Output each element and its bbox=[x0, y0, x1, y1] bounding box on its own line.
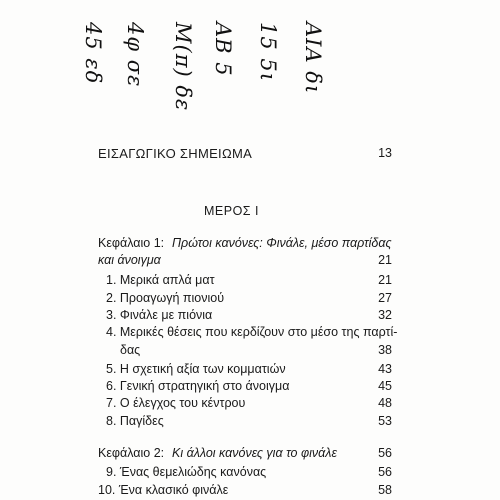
toc-item: 3. Φινάλε με πιόνια bbox=[106, 308, 213, 322]
toc-item: 10. Ένα κλασικό φινάλε bbox=[98, 483, 229, 497]
handwritten-notes bbox=[81, 2, 355, 122]
toc-item: 2. Προαγωγή πιονιού bbox=[106, 291, 225, 305]
toc-item: 6. Γενική στρατηγική στο άνοιγμα bbox=[106, 379, 290, 393]
chapter-2-page: 56 bbox=[378, 446, 392, 460]
chapter-1-title: Πρώτοι κανόνες: Φινάλε, μέσο παρτίδας bbox=[172, 236, 392, 250]
toc-item: 7. Ο έλεγχος του κέντρου bbox=[106, 396, 246, 410]
handwritten-note: 15 5ι bbox=[256, 22, 280, 82]
handwritten-note: 4φ σε bbox=[123, 22, 147, 88]
chapter-1-title-cont: και άνοιγμα bbox=[98, 253, 161, 267]
chapter-1-page: 21 bbox=[378, 253, 392, 267]
toc-item-page: 45 bbox=[378, 379, 392, 393]
toc-item-page: 48 bbox=[378, 396, 392, 410]
intro-page: 13 bbox=[378, 146, 392, 160]
handwritten-note: ΑΒ 5 bbox=[211, 22, 235, 77]
toc-item-page: 21 bbox=[378, 273, 392, 287]
chapter-2-title: Κι άλλοι κανόνες για το φινάλε bbox=[172, 446, 337, 460]
handwritten-note: 45 εδ bbox=[81, 22, 105, 85]
toc-item-page: 38 bbox=[378, 343, 392, 357]
toc-item-page: 53 bbox=[378, 414, 392, 428]
chapter-2-prefix: Κεφάλαιο 2: bbox=[98, 446, 165, 460]
chapter-1-prefix: Κεφάλαιο 1: bbox=[98, 236, 165, 250]
toc-item: 4. Μερικές θέσεις που κερδίζουν στο μέσο της παρτί- bbox=[106, 325, 398, 339]
part-heading: ΜΕΡΟΣ Ι bbox=[204, 204, 259, 218]
toc-item-page: 43 bbox=[378, 362, 392, 376]
toc-item-page: 32 bbox=[378, 308, 392, 322]
toc-item: 1. Μερικά απλά ματ bbox=[106, 273, 215, 287]
toc-item-page: 27 bbox=[378, 291, 392, 305]
toc-item-page: 56 bbox=[378, 465, 392, 479]
intro-label: ΕΙΣΑΓΩΓΙΚΟ ΣΗΜΕΙΩΜΑ bbox=[98, 146, 253, 161]
handwritten-note: ΑΙΑ δι bbox=[301, 22, 325, 95]
handwritten-note: Μ(π) δε bbox=[171, 22, 195, 112]
toc-item-page: 58 bbox=[378, 483, 392, 497]
toc-item: δας bbox=[120, 343, 141, 357]
toc-item: 8. Παγίδες bbox=[106, 414, 164, 428]
toc-item: 5. Η σχετική αξία των κομματιών bbox=[106, 362, 286, 376]
toc-item: 9. Ένας θεμελιώδης κανόνας bbox=[106, 465, 267, 479]
